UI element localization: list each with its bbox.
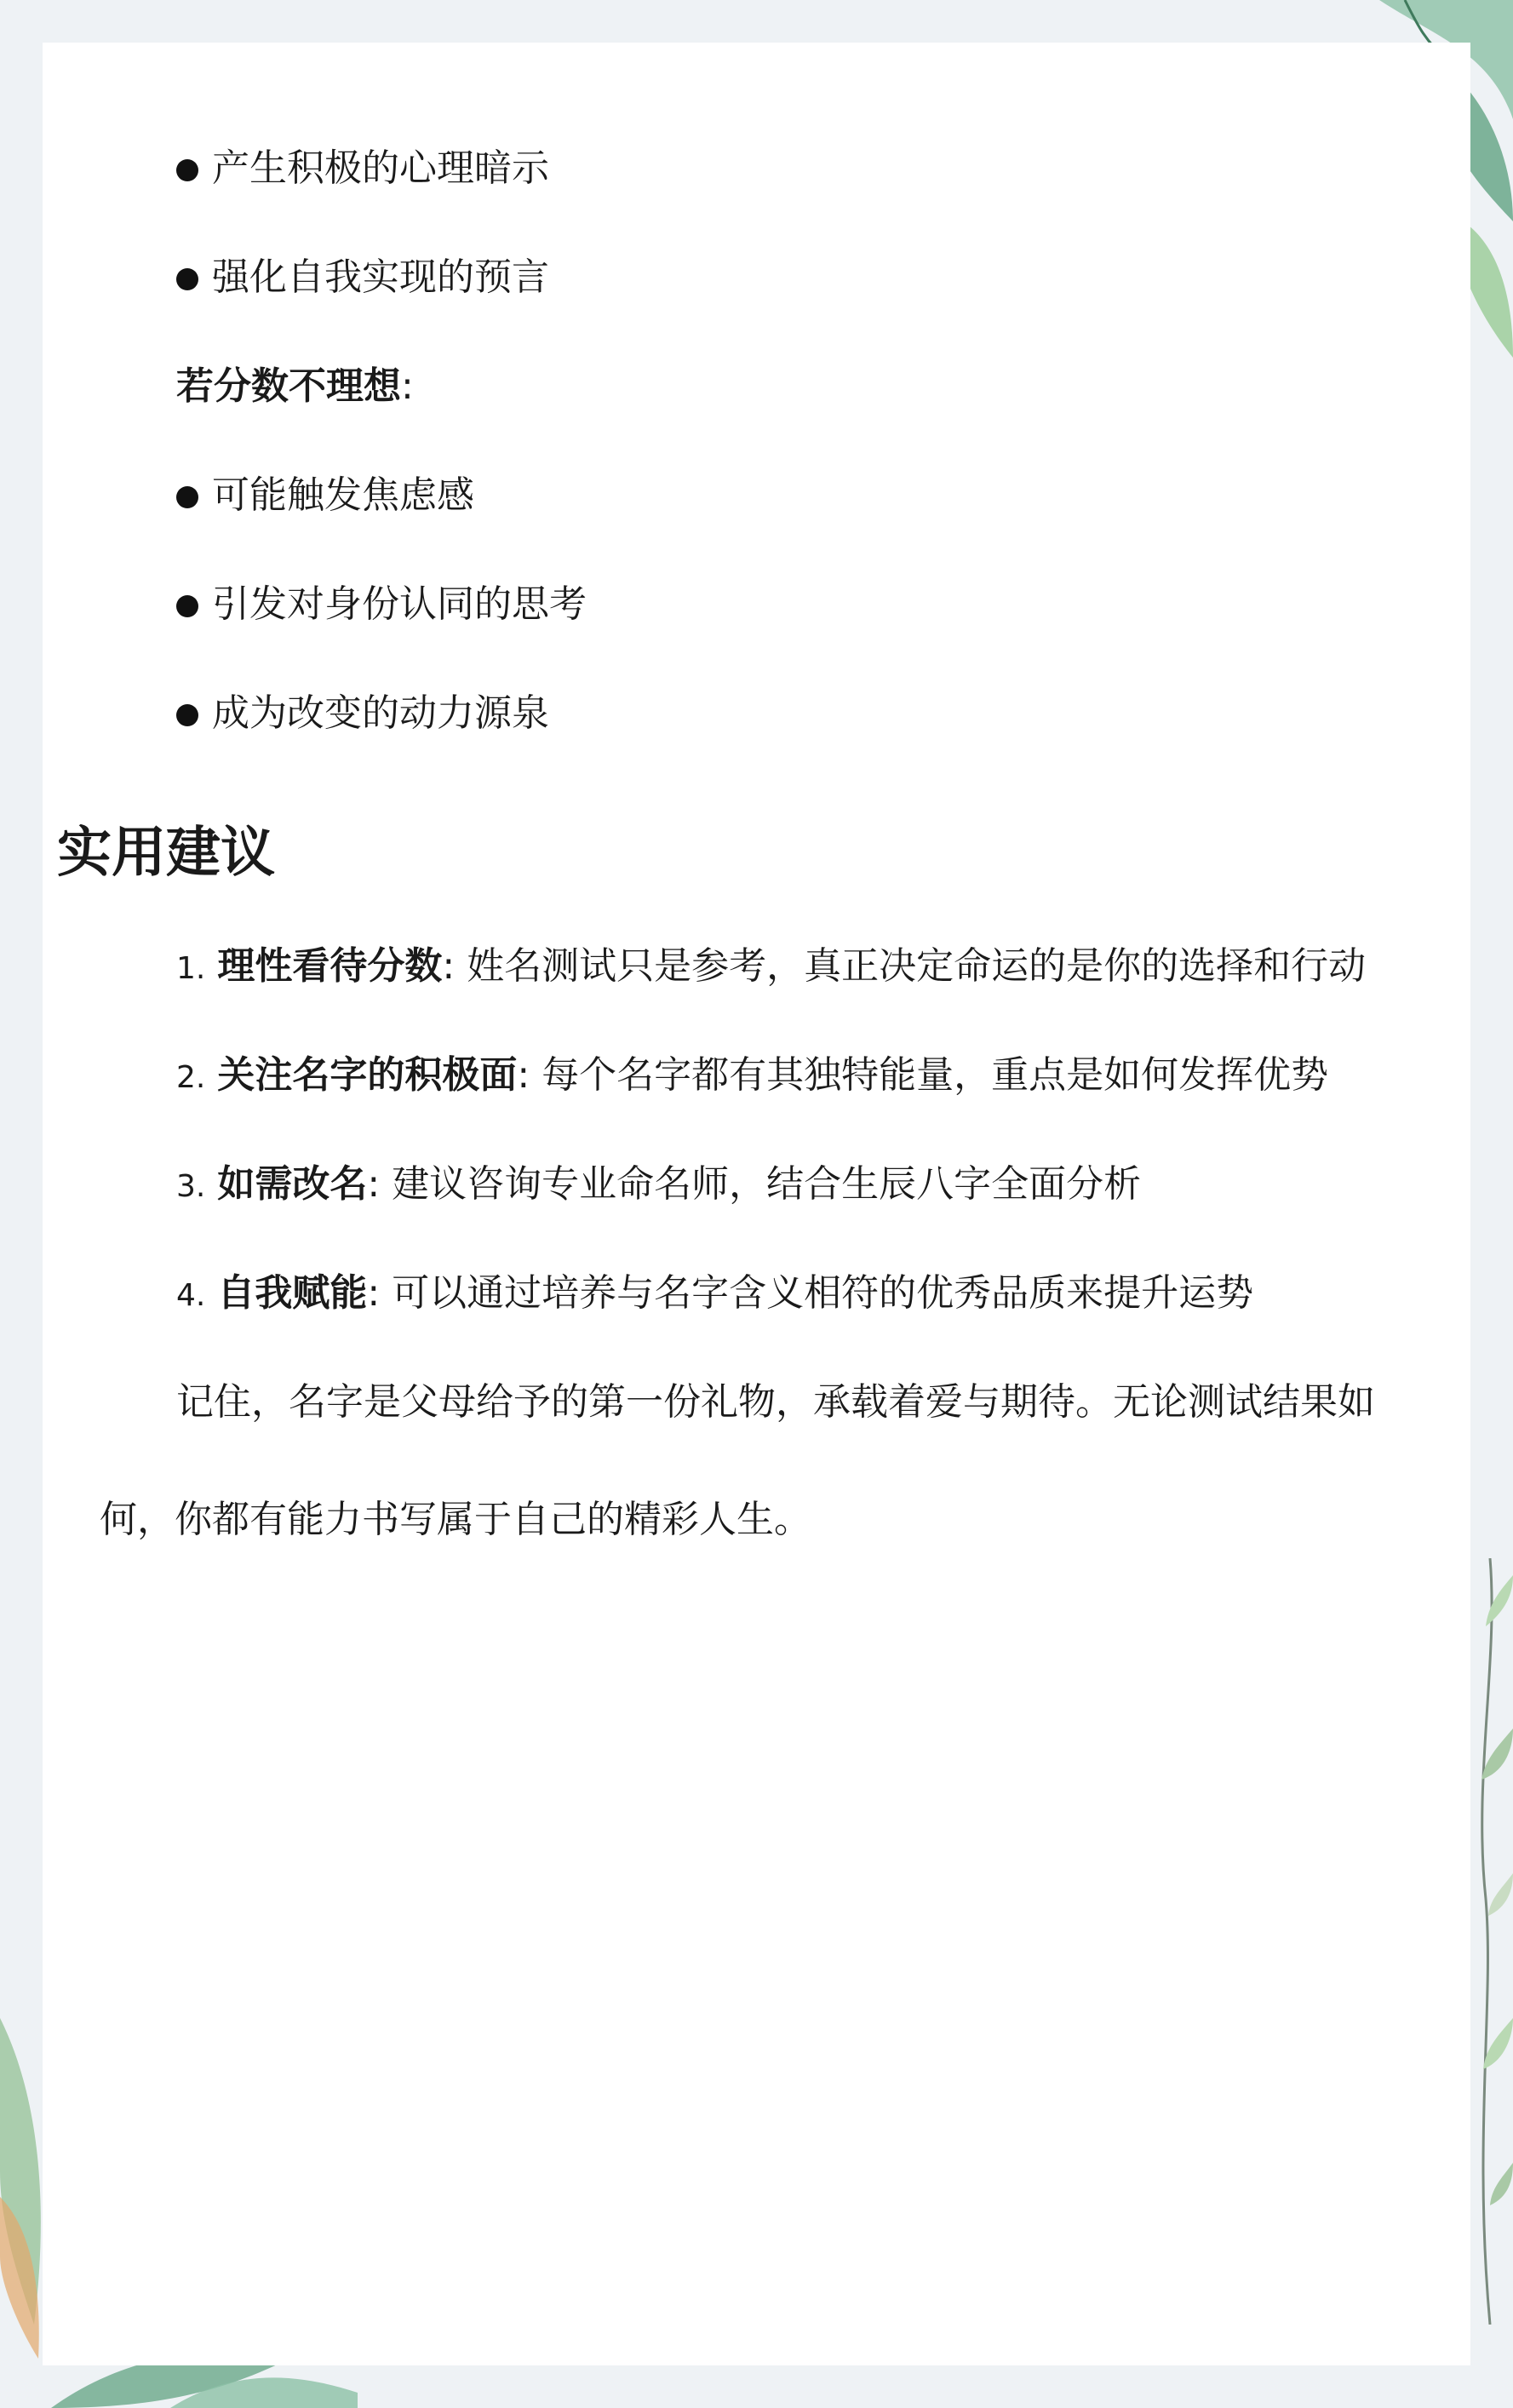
advice-label: 自我赋能 (217, 1271, 368, 1315)
bullet-text: 引发对身份认同的思考 (212, 582, 587, 626)
bullet-item-positive-1 (176, 143, 549, 194)
advice-separator: : (517, 1053, 530, 1097)
low-score-colon: : (401, 364, 414, 408)
bullet-text: 可能触发焦虑感 (212, 473, 474, 517)
closing-paragraph-line-2: 何，你都有能力书写属于自己的精彩人生。 (100, 1498, 811, 1541)
advice-number: 1. (176, 951, 206, 986)
advice-item-1 (176, 941, 1366, 995)
advice-separator: : (367, 1271, 381, 1315)
advice-label: 关注名字的积极面 (217, 1053, 518, 1097)
advice-number: 2. (176, 1060, 206, 1095)
bullet-text: 强化自我实现的预言 (212, 255, 549, 299)
section-title: 实用建议 (57, 822, 275, 885)
advice-text: 可以通过培养与名字含义相符的优秀品质来提升运势 (392, 1271, 1254, 1315)
advice-item-2 (176, 1050, 1328, 1104)
advice-separator: : (442, 944, 456, 988)
bullet-dot-icon (176, 268, 198, 290)
advice-text: 姓名测试只是参考，真正决定命运的是你的选择和行动 (467, 944, 1367, 988)
bullet-dot-icon (176, 159, 198, 181)
advice-number: 4. (176, 1278, 206, 1313)
bullet-dot-icon (176, 704, 198, 726)
bullet-text: 成为改变的动力源泉 (212, 691, 549, 735)
bullet-item-negative-3 (176, 688, 549, 739)
bullet-item-positive-2 (176, 252, 549, 303)
bullet-item-negative-1 (176, 470, 474, 521)
bullet-dot-icon (176, 486, 198, 508)
closing-paragraph-line-1: 记住，名字是父母给予的第一份礼物，承载着爱与期待。无论测试结果如 (176, 1380, 1375, 1424)
advice-separator: : (367, 1162, 381, 1206)
advice-text: 建议咨询专业命名师，结合生辰八字全面分析 (392, 1162, 1142, 1206)
low-score-label-text: 若分数不理想 (176, 364, 401, 408)
bullet-dot-icon (176, 595, 198, 617)
low-score-label (176, 361, 414, 412)
bullet-item-negative-2 (176, 579, 587, 630)
advice-text: 每个名字都有其独特能量，重点是如何发挥优势 (542, 1053, 1329, 1097)
bullet-text: 产生积极的心理暗示 (212, 146, 549, 190)
advice-item-4 (176, 1268, 1253, 1322)
advice-label: 理性看待分数 (217, 944, 443, 988)
advice-label: 如需改名 (217, 1162, 368, 1206)
advice-number: 3. (176, 1169, 206, 1204)
advice-item-3 (176, 1159, 1141, 1213)
